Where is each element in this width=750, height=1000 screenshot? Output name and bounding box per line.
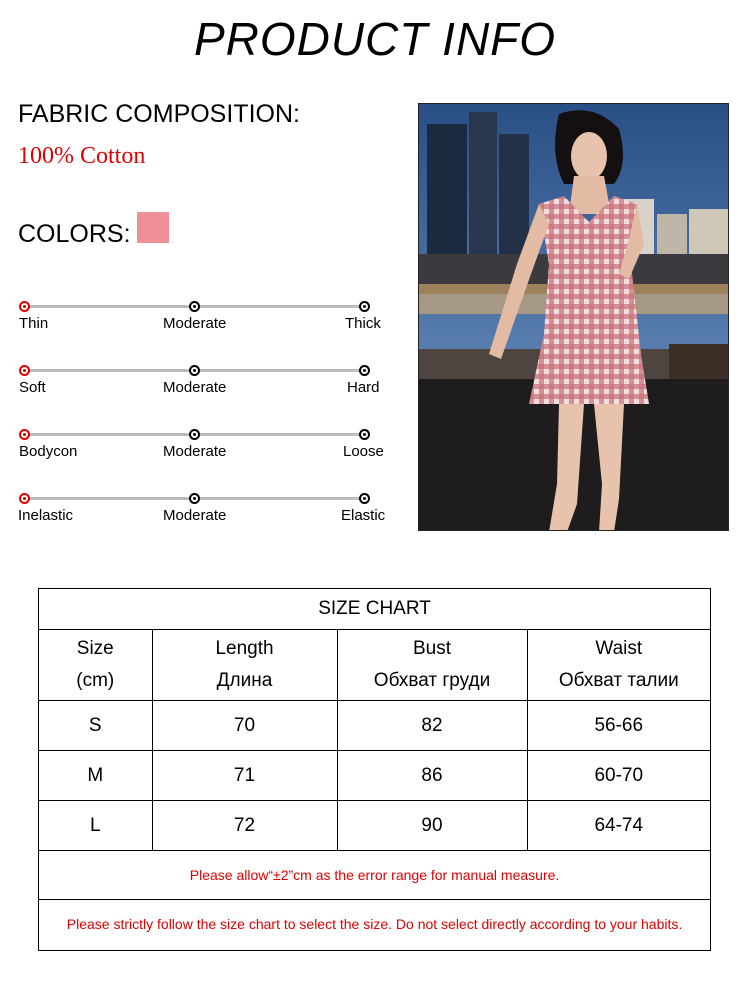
size-chart-caption: SIZE CHART (39, 589, 710, 630)
product-photo (418, 103, 729, 531)
scale-dot-right (359, 429, 370, 440)
scale-dot-middle (189, 301, 200, 312)
scale-dot-right (359, 301, 370, 312)
cell-length: 70 (152, 701, 337, 751)
table-row (39, 701, 710, 751)
table-row (39, 751, 710, 801)
header-waist-line1: Waist (595, 638, 643, 659)
header-bust (337, 630, 527, 701)
scale-label-left: Soft (19, 379, 46, 396)
color-swatch-pink[interactable] (137, 212, 169, 243)
cell-size: M (39, 751, 152, 801)
fabric-composition-label: FABRIC COMPOSITION: (18, 100, 300, 128)
scale-label-right: Thick (345, 315, 381, 332)
header-waist (527, 630, 710, 701)
thickness-scale (0, 299, 400, 339)
scale-label-middle: Moderate (163, 443, 227, 460)
header-length-line1: Length (215, 638, 274, 659)
scale-dot-left (19, 493, 30, 504)
scale-label-left: Bodycon (19, 443, 78, 460)
header-size-line2: (cm) (76, 670, 115, 691)
cell-length: 72 (152, 801, 337, 851)
scale-label-right: Elastic (341, 507, 386, 524)
scale-label-right: Hard (347, 379, 380, 396)
scale-label-middle: Moderate (163, 507, 227, 524)
softness-scale (0, 363, 400, 403)
scale-dot-middle (189, 365, 200, 376)
colors-label: COLORS: (18, 220, 131, 248)
cell-size: L (39, 801, 152, 851)
header-bust-line2: Обхват груди (373, 670, 491, 691)
cell-waist: 64-74 (527, 801, 710, 851)
elasticity-scale (0, 491, 400, 531)
size-selection-note: Please strictly follow the size chart to select the size. Do not select directly according to your habits. (39, 900, 710, 949)
scale-dot-left (19, 301, 30, 312)
scale-dot-middle (189, 493, 200, 504)
scale-dot-right (359, 365, 370, 376)
cell-bust: 86 (337, 751, 527, 801)
cell-length: 71 (152, 751, 337, 801)
scale-dot-left (19, 365, 30, 376)
size-chart (38, 588, 711, 951)
scale-dot-middle (189, 429, 200, 440)
header-length-line2: Длина (216, 670, 273, 691)
header-length (152, 630, 337, 701)
cell-bust: 82 (337, 701, 527, 751)
scale-label-right: Loose (343, 443, 384, 460)
cell-waist: 56-66 (527, 701, 710, 751)
scale-label-left: Inelastic (18, 507, 74, 524)
table-row (39, 801, 710, 851)
page-title: PRODUCT INFO (193, 13, 557, 65)
cell-bust: 90 (337, 801, 527, 851)
scale-label-left: Thin (19, 315, 49, 332)
scale-label-middle: Moderate (163, 379, 227, 396)
size-chart-table (39, 589, 710, 948)
header-bust-line1: Bust (412, 638, 452, 659)
fabric-composition-value: 100% Cotton (18, 143, 146, 169)
fit-scale (0, 427, 400, 467)
scale-dot-left (19, 429, 30, 440)
header-waist-line2: Обхват талии (558, 670, 679, 691)
scale-dot-right (359, 493, 370, 504)
measurement-tolerance-note: Please allow“±2”cm as the error range for manual measure. (39, 851, 710, 900)
cell-size: S (39, 701, 152, 751)
header-size (39, 630, 152, 701)
scale-label-middle: Moderate (163, 315, 227, 332)
cell-waist: 60-70 (527, 751, 710, 801)
header-size-line1: Size (76, 638, 114, 659)
